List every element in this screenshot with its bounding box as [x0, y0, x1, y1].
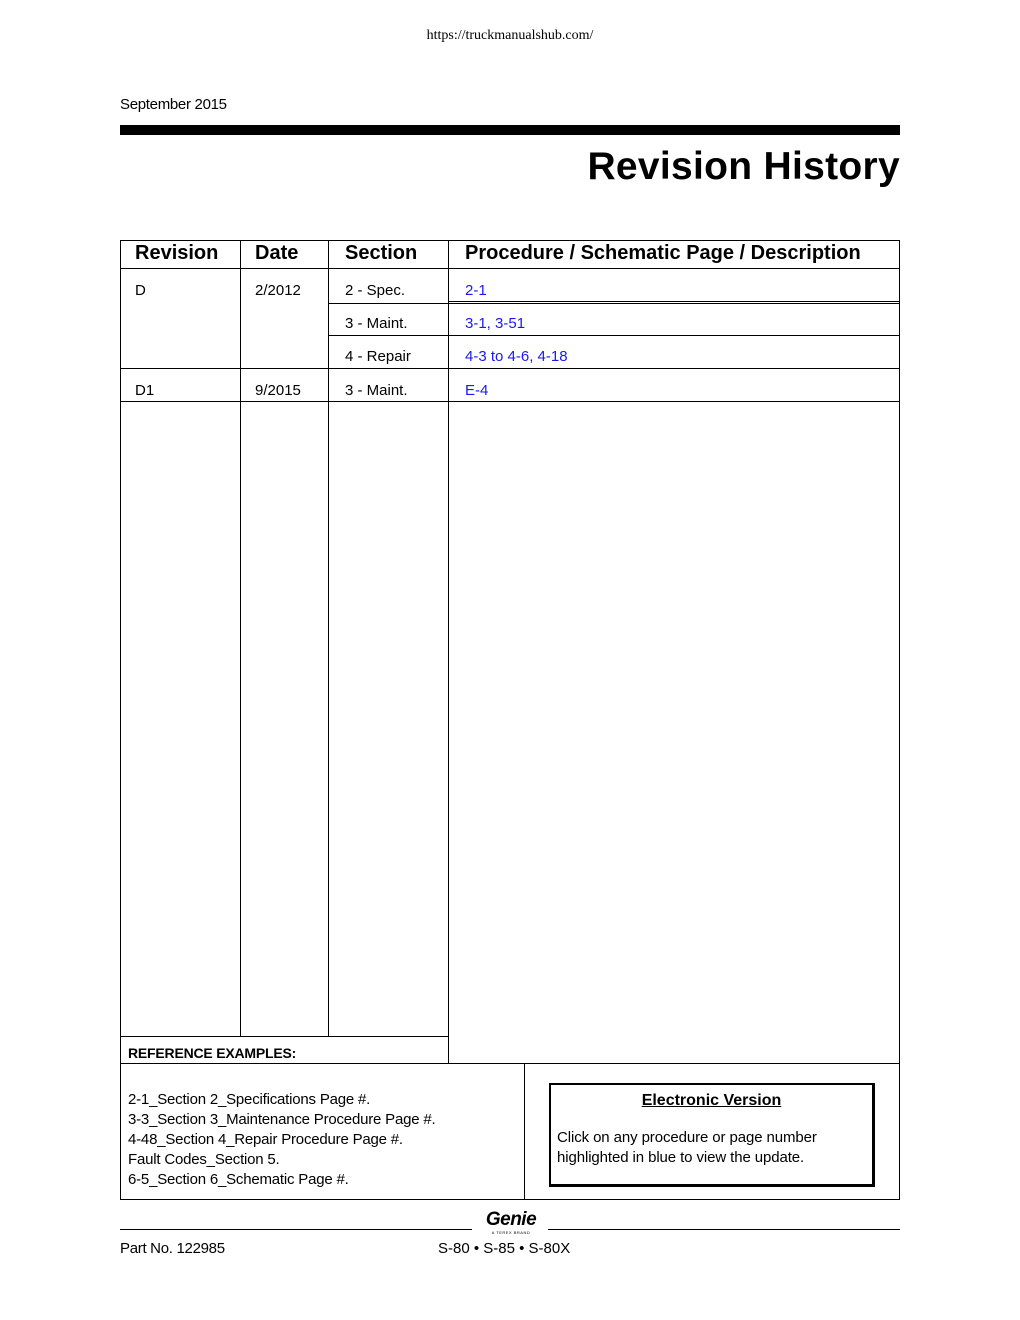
column-header-revision: Revision — [135, 242, 219, 264]
logo-tagline: A TEREX BRAND — [491, 1230, 531, 1235]
page-link[interactable]: E-4 — [465, 382, 489, 399]
reference-item: Fault Codes_Section 5. — [128, 1151, 280, 1168]
source-url[interactable]: https://truckmanualshub.com/ — [426, 28, 594, 43]
electronic-version-line: highlighted in blue to view the update. — [557, 1149, 805, 1166]
reference-divider — [120, 1036, 448, 1037]
section-cell: 2 - Spec. — [345, 282, 406, 299]
electronic-version-box — [549, 1083, 875, 1187]
revision-cell: D — [135, 282, 146, 299]
footer-rule-left — [120, 1229, 472, 1230]
reference-item: 2-1_Section 2_Specifications Page #. — [128, 1091, 371, 1108]
electronic-version-text — [557, 1128, 817, 1168]
page-link[interactable]: 2-1 — [465, 282, 487, 299]
column-header-description: Procedure / Schematic Page / Description — [465, 242, 861, 264]
section-cell: 4 - Repair — [345, 348, 411, 365]
table-border-top — [120, 240, 900, 241]
table-border-bottom — [120, 1199, 900, 1200]
column-divider — [240, 240, 241, 1036]
logo-wordmark: Genie — [485, 1209, 537, 1230]
column-divider — [328, 240, 329, 1036]
electronic-version-line: Click on any procedure or page number — [557, 1129, 817, 1146]
publication-date: September 2015 — [120, 96, 227, 113]
column-header-section: Section — [345, 242, 418, 264]
row-divider — [448, 301, 900, 302]
table-divider — [120, 1063, 900, 1064]
section-cell: 3 - Maint. — [345, 382, 408, 399]
header-divider — [120, 268, 900, 269]
table-border-right — [899, 240, 900, 1200]
row-divider — [328, 303, 900, 304]
page-title: Revision History — [587, 145, 900, 188]
part-number: Part No. 122985 — [120, 1240, 225, 1257]
electronic-version-title: Electronic Version — [641, 1092, 782, 1109]
table-border-left — [120, 240, 121, 1200]
reference-title: REFERENCE EXAMPLES: — [128, 1045, 297, 1061]
row-divider — [328, 335, 900, 336]
model-list: S-80 • S-85 • S-80X — [438, 1240, 571, 1257]
date-cell: 9/2015 — [255, 382, 301, 399]
footer-rule-right — [548, 1229, 900, 1230]
row-divider — [120, 368, 900, 369]
reference-item: 3-3_Section 3_Maintenance Procedure Page #. — [128, 1111, 436, 1128]
reference-list — [128, 1090, 435, 1190]
section-cell: 3 - Maint. — [345, 315, 408, 332]
reference-item: 6-5_Section 6_Schematic Page #. — [128, 1171, 349, 1188]
column-header-date: Date — [255, 242, 299, 264]
bottom-divider — [524, 1063, 525, 1200]
page-link[interactable]: 3-1, 3-51 — [465, 315, 526, 332]
column-divider — [448, 240, 449, 1063]
date-cell: 2/2012 — [255, 282, 301, 299]
page-link[interactable]: 4-3 to 4-6, 4-18 — [465, 348, 568, 365]
row-divider — [120, 401, 900, 402]
reference-item: 4-48_Section 4_Repair Procedure Page #. — [128, 1131, 403, 1148]
header-rule — [120, 125, 900, 135]
revision-cell: D1 — [135, 382, 155, 399]
genie-logo — [478, 1210, 544, 1238]
